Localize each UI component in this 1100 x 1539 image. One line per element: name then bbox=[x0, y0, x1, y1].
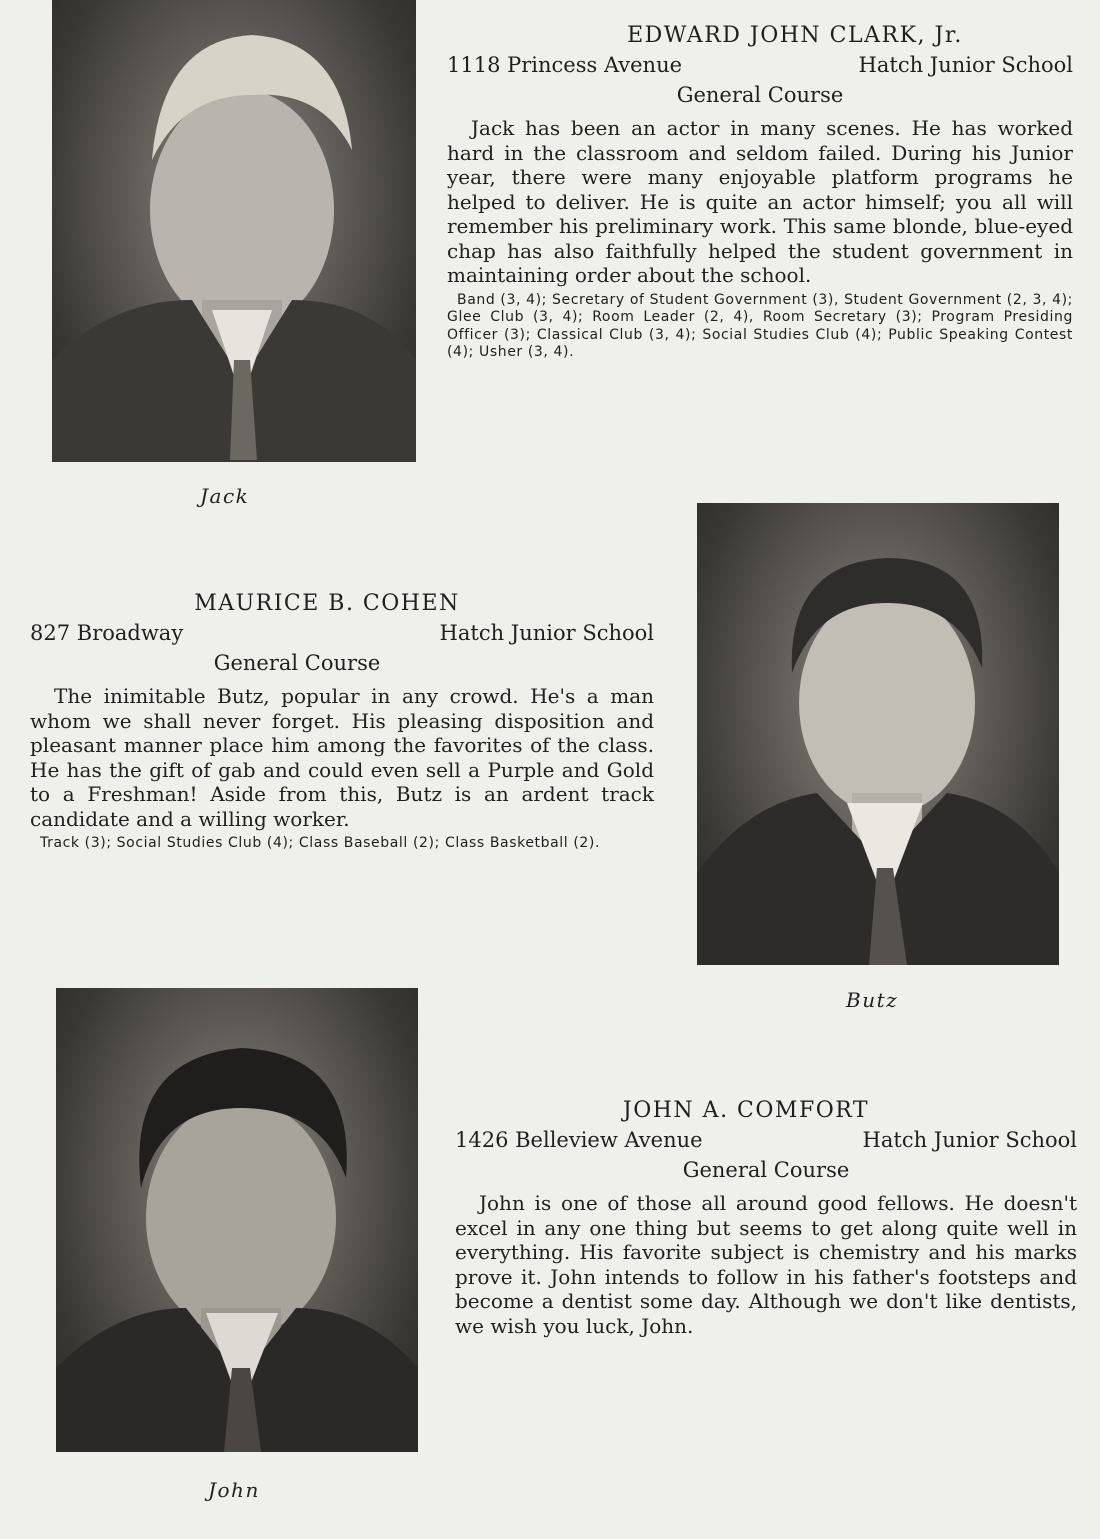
student-name: JOHN A. COMFORT bbox=[622, 1098, 870, 1123]
course-name: General Course bbox=[676, 83, 844, 107]
entry-comfort bbox=[455, 1097, 1077, 1338]
portrait-photo-comfort bbox=[56, 988, 418, 1452]
home-address: 1426 Belleview Avenue bbox=[455, 1128, 703, 1152]
entry-clark bbox=[447, 22, 1073, 362]
course-name: General Course bbox=[213, 651, 381, 675]
portrait-clark-drawing bbox=[52, 0, 416, 462]
portrait-cohen-drawing bbox=[697, 503, 1059, 965]
address-line bbox=[455, 1125, 1077, 1155]
student-name: MAURICE B. COHEN bbox=[194, 591, 460, 616]
nickname-caption-clark: Jack bbox=[200, 484, 250, 508]
previous-school: Hatch Junior School bbox=[439, 621, 654, 645]
portrait-photo-cohen bbox=[697, 503, 1059, 965]
previous-school: Hatch Junior School bbox=[862, 1128, 1077, 1152]
address-line bbox=[447, 50, 1073, 80]
student-name: EDWARD JOHN CLARK, Jr. bbox=[627, 23, 963, 48]
portrait-photo-clark bbox=[52, 0, 416, 462]
home-address: 1118 Princess Avenue bbox=[447, 53, 683, 77]
nickname-caption-cohen: Butz bbox=[846, 988, 899, 1012]
student-bio: Jack has been an actor in many scenes. He has worked hard in the classroom and seldom failed. During his Junior year, there were many enjoyable platform programs he helped to deliver. He is quite an actor himself; you all will remember his preliminary work. This same blonde, blue-eyed chap has also faithfully helped the student government in maintaining order about the school. bbox=[447, 116, 1073, 287]
student-bio: John is one of those all around good fellows. He doesn't excel in any one thing but seems to get along quite well in everything. His favorite subject is chemistry and his marks prove it. John intends to follow in his father's footsteps and become a dentist some day. Although we don't like dentists, we wish you luck, John. bbox=[455, 1191, 1077, 1338]
student-activities: Track (3); Social Studies Club (4); Class Baseball (2); Class Basketball (2). bbox=[40, 835, 601, 851]
home-address: 827 Broadway bbox=[30, 621, 184, 645]
address-line bbox=[30, 618, 654, 648]
student-bio: The inimitable Butz, popular in any crowd. He's a man whom we shall never forget. His pleasing disposition and pleasant manner place him among the favorites of the class. He has the gift of gab and could even sell a Purple and Gold to a Freshman! Aside from this, Butz is an ardent track candidate and a willing worker. bbox=[30, 684, 654, 831]
course-name: General Course bbox=[682, 1158, 850, 1182]
nickname-caption-comfort: John bbox=[208, 1478, 260, 1502]
student-activities: Band (3, 4); Secretary of Student Government (3), Student Government (2, 3, 4); Glee Club (3, 4); Room Leader (2, 4), Room Secretary (3); Program Presiding Officer (3); Classical Club (3, 4); Social Studies Club (4); Public Speaking Contest (4); Usher (3, 4). bbox=[447, 291, 1073, 360]
previous-school: Hatch Junior School bbox=[858, 53, 1073, 77]
entry-cohen bbox=[30, 590, 654, 853]
portrait-comfort-drawing bbox=[56, 988, 418, 1452]
